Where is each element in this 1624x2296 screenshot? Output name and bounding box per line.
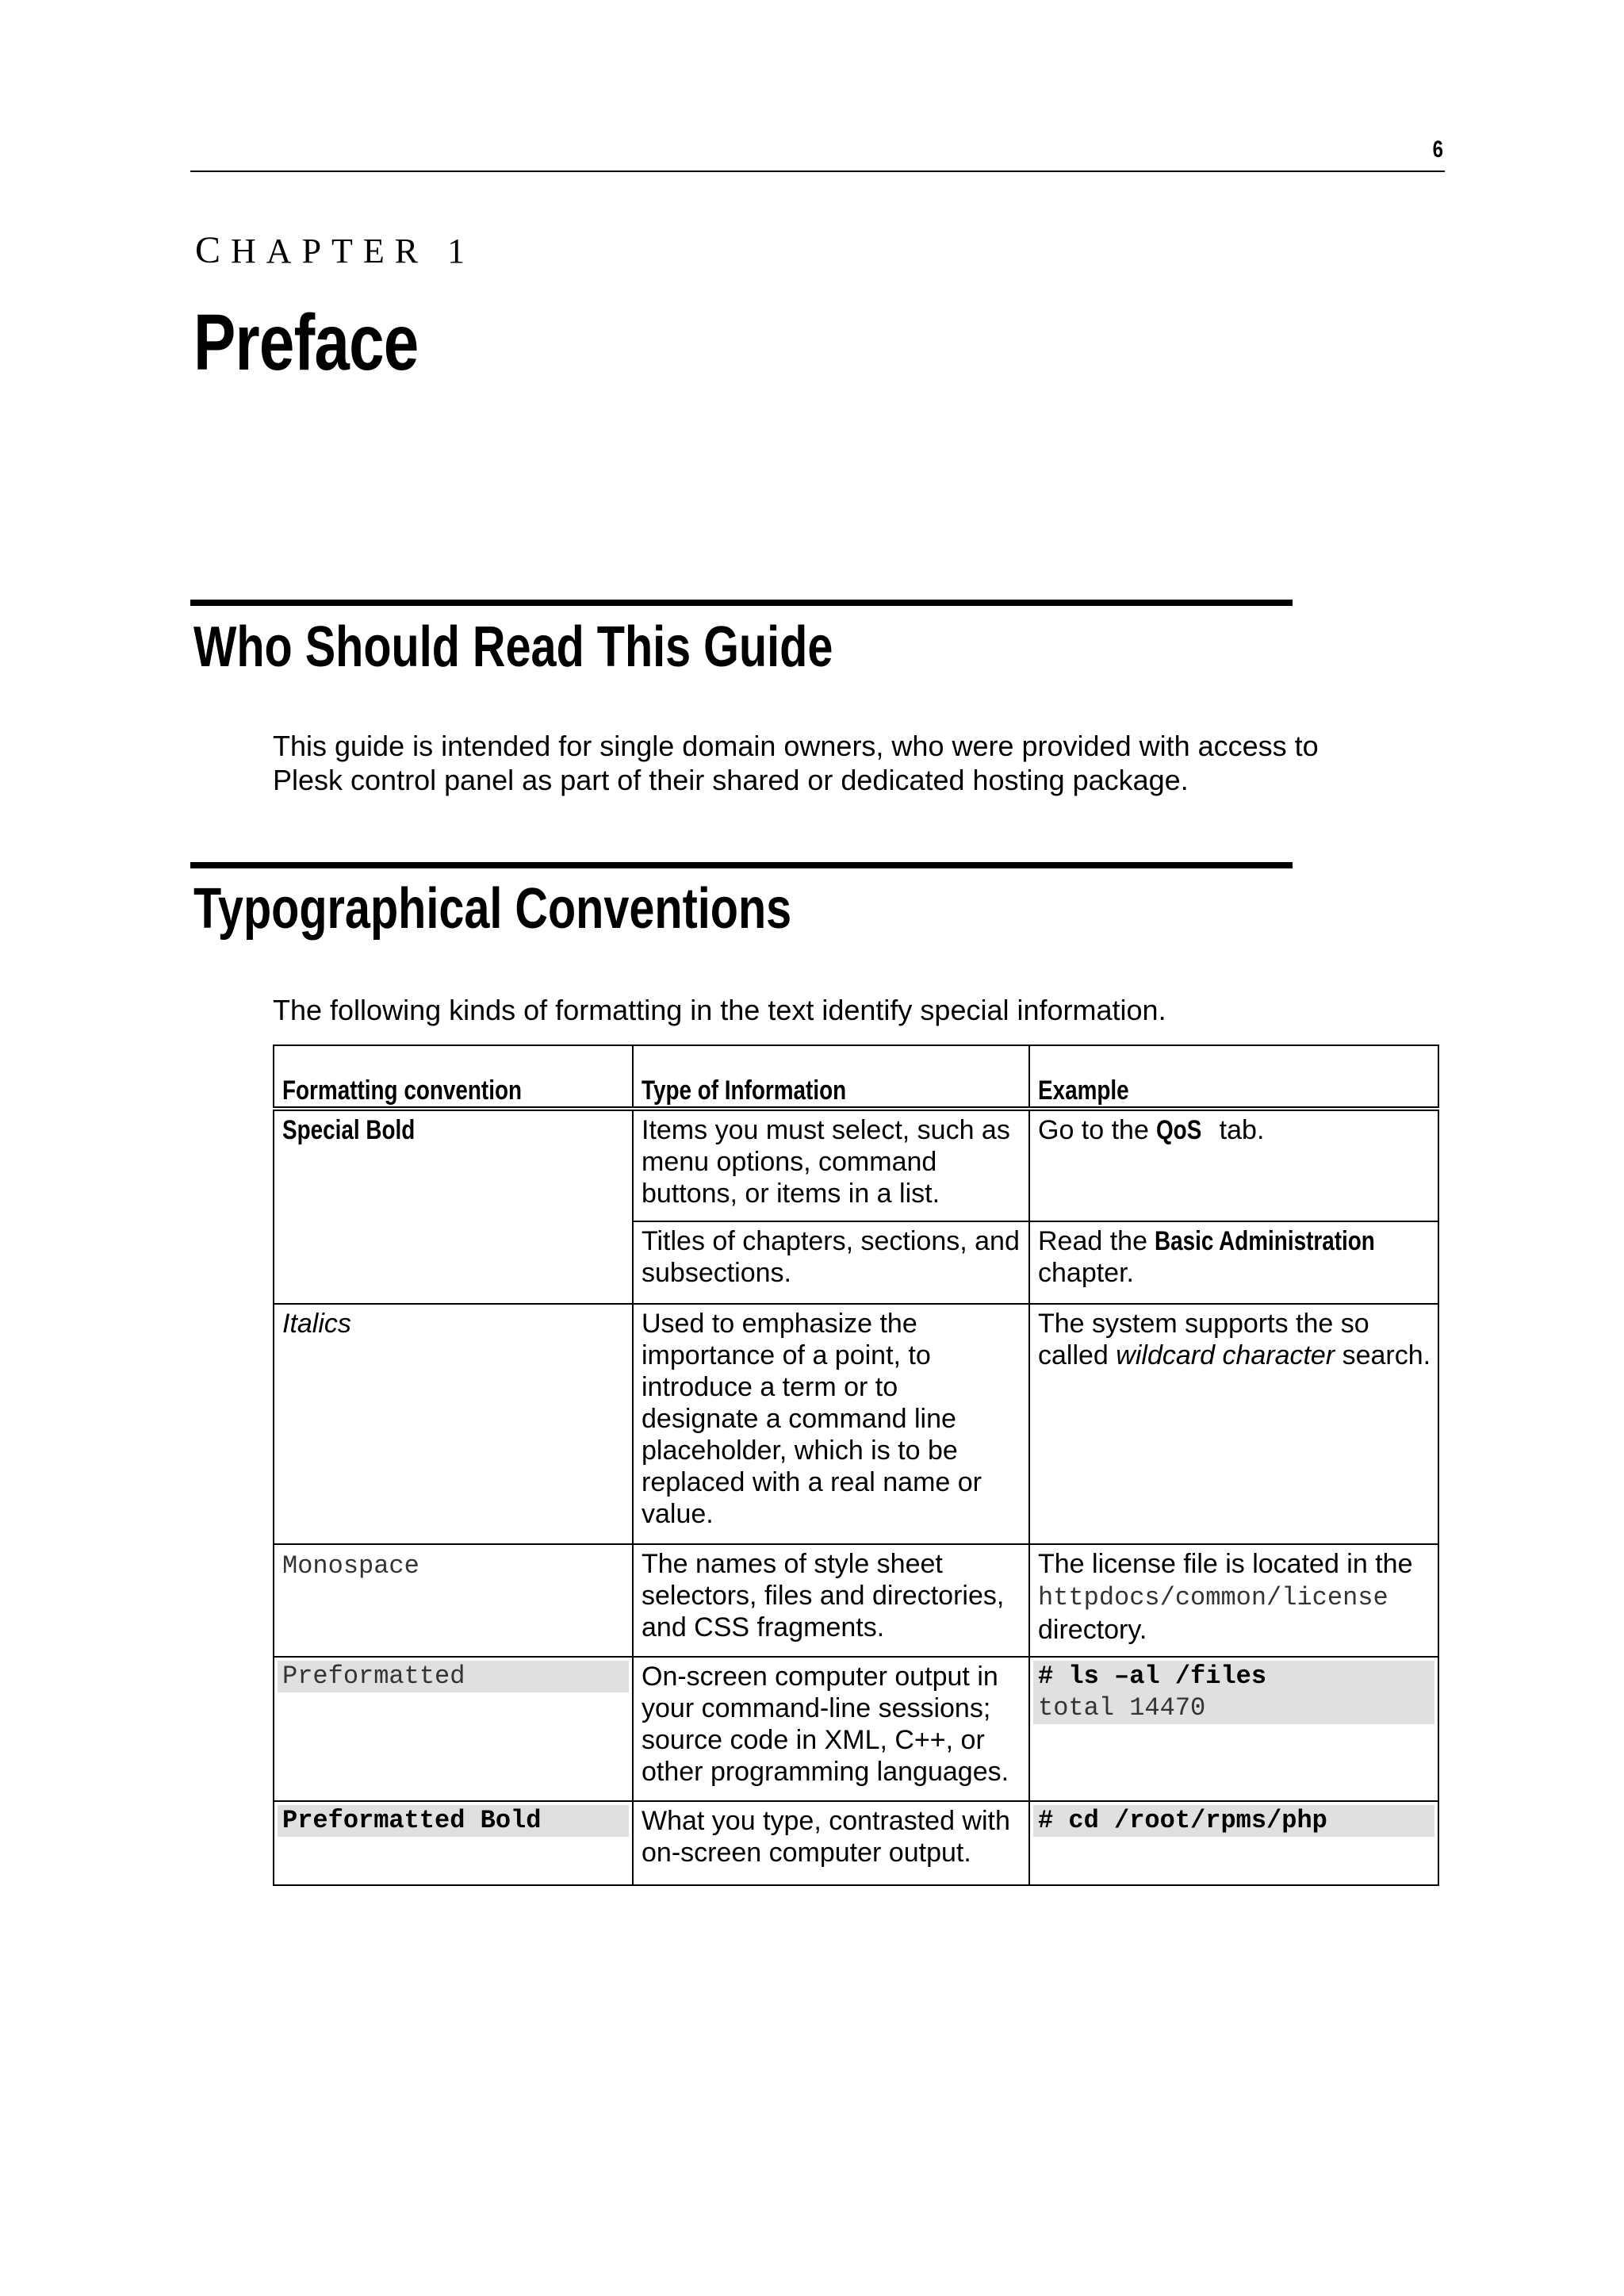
section-rule-typographical: [190, 862, 1293, 868]
chapter-label-rest: HAPTER 1: [231, 232, 476, 270]
who-should-read-paragraph: [273, 729, 1423, 797]
section-title-who-should-read: Who Should Read This Guide: [193, 615, 833, 679]
table-row: [274, 1304, 1438, 1544]
convention-preformatted-bold: Preformatted Bold: [274, 1801, 633, 1885]
section-title-typographical-conventions: Typographical Conventions: [193, 877, 792, 941]
paragraph-line: This guide is intended for single domain owners, who were provided with access to: [273, 730, 1319, 762]
info-special-bold-2: Titles of chapters, sections, and subsections.: [633, 1221, 1029, 1304]
chapter-label-initial: C: [195, 229, 232, 271]
example-special-bold-1: Go to the QoS tab.: [1029, 1109, 1438, 1221]
chapter-title: Preface: [193, 298, 419, 387]
conventions-table: [273, 1045, 1439, 1886]
header-example: Example: [1029, 1045, 1438, 1109]
table-row: [274, 1801, 1438, 1885]
section-rule-who: [190, 600, 1293, 606]
example-preformatted: # ls –al /files total 14470: [1029, 1657, 1438, 1801]
table-row: [274, 1544, 1438, 1657]
info-preformatted-bold: What you type, contrasted with on-screen computer output.: [633, 1801, 1029, 1885]
example-italics: The system supports the so called wildcard character search.: [1029, 1304, 1438, 1544]
example-monospace: The license file is located in the httpdocs/common/license directory.: [1029, 1544, 1438, 1657]
chapter-label: [195, 228, 475, 272]
table-header-row: [274, 1045, 1438, 1109]
header-rule: [190, 171, 1445, 172]
info-italics: Used to emphasize the importance of a point, to introduce a term or to designate a command line placeholder, which is to be replaced with a real name or value.: [633, 1304, 1029, 1544]
info-monospace: The names of style sheet selectors, files and directories, and CSS fragments.: [633, 1544, 1029, 1657]
example-special-bold-2: Read the Basic Administration chapter.: [1029, 1221, 1438, 1304]
paragraph-line: Plesk control panel as part of their shared or dedicated hosting package.: [273, 764, 1189, 796]
page-number: 6: [1432, 136, 1443, 163]
table-row: [274, 1657, 1438, 1801]
convention-italics: Italics: [274, 1304, 633, 1544]
typographical-conventions-paragraph: The following kinds of formatting in the text identify special information.: [273, 994, 1166, 1026]
info-special-bold-1: Items you must select, such as menu options, command buttons, or items in a list.: [633, 1109, 1029, 1221]
convention-special-bold: Special Bold: [274, 1109, 633, 1304]
convention-monospace: Monospace: [274, 1544, 633, 1657]
header-type-of-information: Type of Information: [633, 1045, 1029, 1109]
info-preformatted: On-screen computer output in your command-line sessions; source code in XML, C++, or other programming languages.: [633, 1657, 1029, 1801]
table-row: [274, 1109, 1438, 1221]
convention-preformatted: Preformatted: [274, 1657, 633, 1801]
example-preformatted-bold: # cd /root/rpms/php: [1029, 1801, 1438, 1885]
header-formatting-convention: Formatting convention: [274, 1045, 633, 1109]
